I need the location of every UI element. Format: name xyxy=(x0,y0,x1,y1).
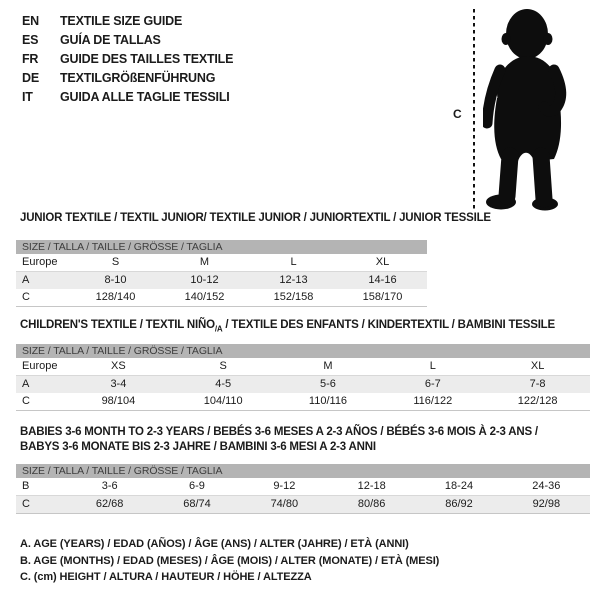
cell: 12-13 xyxy=(279,274,308,286)
cell: 98/104 xyxy=(101,395,136,407)
cell: 110/116 xyxy=(308,395,348,407)
lang-title: TEXTILGRÖßENFÜHRUNG xyxy=(60,70,216,85)
lang-title: GUÍA DE TALLAS xyxy=(60,32,161,47)
cell: XL xyxy=(375,256,390,268)
lang-title: GUIDA ALLE TAGLIE TESSILI xyxy=(60,89,230,104)
row-label: A xyxy=(22,378,30,390)
table-row xyxy=(16,495,590,513)
cell: S xyxy=(111,256,120,268)
footnote-c: C. (cm) HEIGHT / ALTURA / HAUTEUR / HÖHE / ALTEZZA xyxy=(20,571,312,583)
cell: 122/128 xyxy=(517,395,558,407)
baby-silhouette-icon xyxy=(483,6,583,211)
cell: 4-5 xyxy=(215,378,232,390)
footnote-b: B. AGE (MONTHS) / EDAD (MESES) / ÂGE (MOIS) / ALTER (MONATE) / ETÀ (MESI) xyxy=(20,554,440,567)
junior-table-title: JUNIOR TEXTILE / TEXTIL JUNIOR/ TEXTILE JUNIOR / JUNIORTEXTIL / JUNIOR TESSILE xyxy=(20,212,491,224)
row-label: C xyxy=(22,395,30,407)
cell: 68/74 xyxy=(183,498,211,510)
lang-row-en xyxy=(22,11,233,30)
cell: 3-4 xyxy=(110,378,127,390)
cell: 140/152 xyxy=(184,291,225,303)
lang-code: ES xyxy=(22,32,39,47)
row-label: A xyxy=(22,274,30,286)
cell: 158/170 xyxy=(362,291,403,303)
cell: 3-6 xyxy=(101,480,118,492)
height-measure-dashed-line xyxy=(472,9,476,209)
babies-size-table xyxy=(16,464,590,514)
table-row xyxy=(16,358,590,375)
junior-size-table xyxy=(16,240,427,307)
cell: 6-7 xyxy=(424,378,441,390)
lang-title: TEXTILE SIZE GUIDE xyxy=(60,13,183,28)
cell: 8-10 xyxy=(104,274,127,286)
cell: 116/122 xyxy=(413,395,453,407)
table-row xyxy=(16,271,427,289)
children-size-table xyxy=(16,344,590,411)
row-label: C xyxy=(22,498,30,510)
title-part: / TEXTILE DES ENFANTS / KINDERTEXTIL / BAMBINI TESSILE xyxy=(222,319,555,331)
row-label: C xyxy=(22,291,30,303)
lang-code: IT xyxy=(22,89,33,104)
lang-code: EN xyxy=(22,13,39,28)
size-header-bar: SIZE / TALLA / TAILLE / GRÖSSE / TAGLIA xyxy=(16,464,590,478)
babies-title-line1: BABIES 3-6 MONTH TO 2-3 YEARS / BEBÉS 3-6 MESES A 2-3 AÑOS / BÉBÉS 3-6 MOIS À 2-3 ANS / xyxy=(20,426,538,438)
cell: 74/80 xyxy=(270,498,299,510)
lang-code: DE xyxy=(22,70,39,85)
title-part: CHILDREN'S TEXTILE / TEXTIL NIÑO xyxy=(20,319,215,331)
cell: 12-18 xyxy=(357,480,386,492)
cell: 128/140 xyxy=(95,291,136,303)
lang-row-it xyxy=(22,87,233,106)
cell: XS xyxy=(111,360,126,372)
cell: 152/158 xyxy=(273,291,314,303)
cell: 5-6 xyxy=(320,378,336,390)
cell: 104/110 xyxy=(203,395,243,407)
cell: 80/86 xyxy=(357,498,386,510)
cell: 14-16 xyxy=(368,274,397,286)
footnote-a: A. AGE (YEARS) / EDAD (AÑOS) / ÂGE (ANS) / ALTER (JAHRE) / ETÀ (ANNI) xyxy=(20,538,409,550)
table-row xyxy=(16,478,590,495)
babies-title-line2: BABYS 3-6 MONATE BIS 2-3 JAHRE / BAMBINI 3-6 MESI A 2-3 ANNI xyxy=(20,441,376,453)
lang-row-es xyxy=(22,30,233,49)
cell: S xyxy=(219,360,227,372)
table-row xyxy=(16,393,590,410)
cell: 24-36 xyxy=(532,480,561,492)
cell: 7-8 xyxy=(529,378,546,390)
lang-code: FR xyxy=(22,51,39,66)
footnotes xyxy=(20,536,439,586)
cell: 10-12 xyxy=(190,274,219,286)
children-table-title xyxy=(20,319,555,333)
size-header-bar: SIZE / TALLA / TAILLE / GRÖSSE / TAGLIA xyxy=(16,240,427,254)
table-row xyxy=(16,254,427,271)
table-row xyxy=(16,375,590,393)
cell: 86/92 xyxy=(445,498,473,510)
cell: 6-9 xyxy=(189,480,205,492)
row-label: Europe xyxy=(22,360,58,372)
cell: XL xyxy=(530,360,545,372)
row-label: Europe xyxy=(22,256,58,268)
cell: M xyxy=(323,360,333,372)
title-subscript: /A xyxy=(214,324,223,334)
babies-table-title xyxy=(20,425,538,455)
lang-row-fr xyxy=(22,49,233,68)
height-label: C xyxy=(453,107,462,121)
lang-row-de xyxy=(22,68,233,87)
cell: L xyxy=(290,256,297,268)
cell: 18-24 xyxy=(444,480,474,492)
cell: M xyxy=(199,256,210,268)
lang-title: GUIDE DES TAILLES TEXTILE xyxy=(60,51,234,66)
table-row xyxy=(16,289,427,306)
cell: L xyxy=(429,360,436,372)
cell: 92/98 xyxy=(532,498,561,510)
row-label: B xyxy=(22,480,30,492)
cell: 62/68 xyxy=(95,498,124,510)
size-header-bar: SIZE / TALLA / TAILLE / GRÖSSE / TAGLIA xyxy=(16,344,590,358)
cell: 9-12 xyxy=(273,480,296,492)
language-list xyxy=(22,11,233,106)
